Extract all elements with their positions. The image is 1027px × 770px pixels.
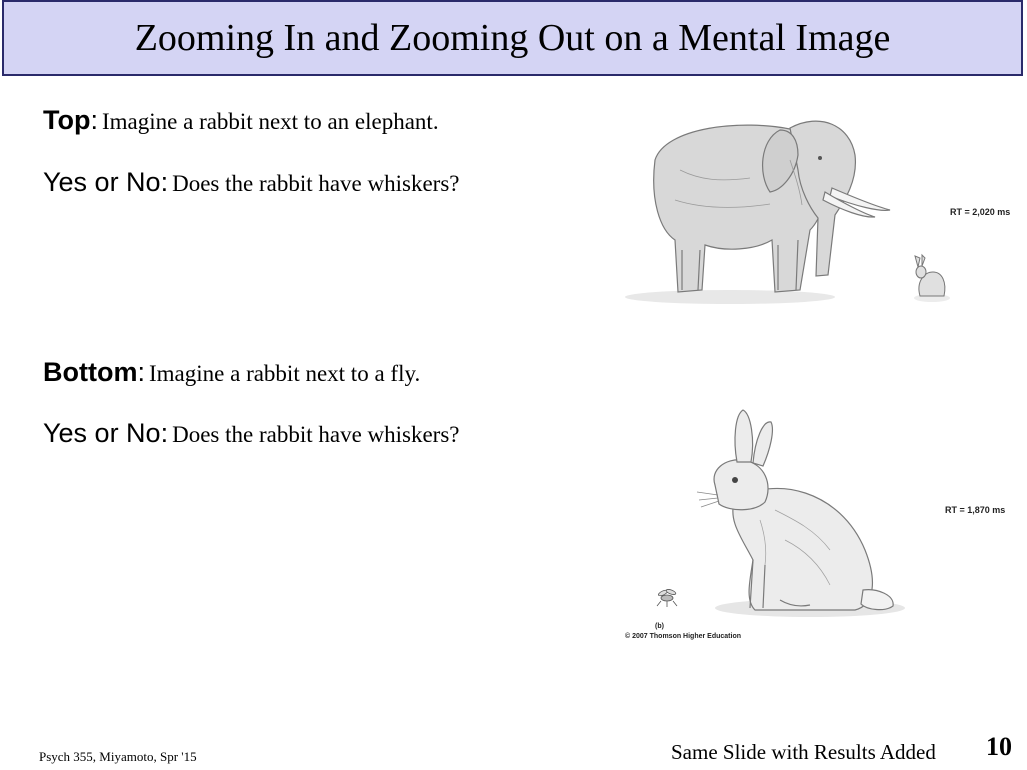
top-question-line	[43, 167, 460, 198]
rabbit-fly-figure	[615, 400, 1020, 650]
bottom-instruction-line	[43, 357, 420, 388]
elephant-rabbit-figure	[620, 100, 1020, 315]
top-instruction: Imagine a rabbit next to an elephant.	[102, 109, 439, 134]
title-bar	[2, 0, 1023, 76]
slide-title: Zooming In and Zooming Out on a Mental Image	[134, 17, 891, 59]
bottom-question-colon: :	[160, 418, 169, 448]
bottom-question-lead: Yes or No	[43, 418, 161, 448]
fly-illustration	[657, 588, 677, 607]
elephant-illustration	[625, 121, 890, 304]
top-question: Does the rabbit have whiskers?	[172, 171, 460, 196]
bottom-question-line	[43, 418, 460, 449]
bottom-instruction: Imagine a rabbit next to a fly.	[149, 361, 421, 386]
bottom-question: Does the rabbit have whiskers?	[172, 422, 460, 447]
bottom-lead-colon: :	[137, 357, 145, 387]
top-rt-label: RT = 2,020 ms	[950, 207, 1011, 217]
copyright-caption: © 2007 Thomson Higher Education	[625, 633, 742, 640]
panel-label: (b)	[655, 623, 664, 630]
bottom-lead: Bottom	[43, 357, 138, 387]
footer-note: Same Slide with Results Added	[671, 740, 936, 764]
footer-course: Psych 355, Miyamoto, Spr '15	[39, 749, 197, 764]
small-rabbit-illustration	[914, 255, 950, 302]
page-number: 10	[986, 732, 1012, 761]
top-question-lead: Yes or No:	[43, 167, 169, 197]
large-rabbit-illustration	[697, 410, 905, 617]
top-lead-colon: :	[90, 105, 98, 135]
top-lead: Top	[43, 105, 91, 135]
bottom-rt-label: RT = 1,870 ms	[945, 505, 1006, 515]
top-instruction-line	[43, 105, 439, 136]
